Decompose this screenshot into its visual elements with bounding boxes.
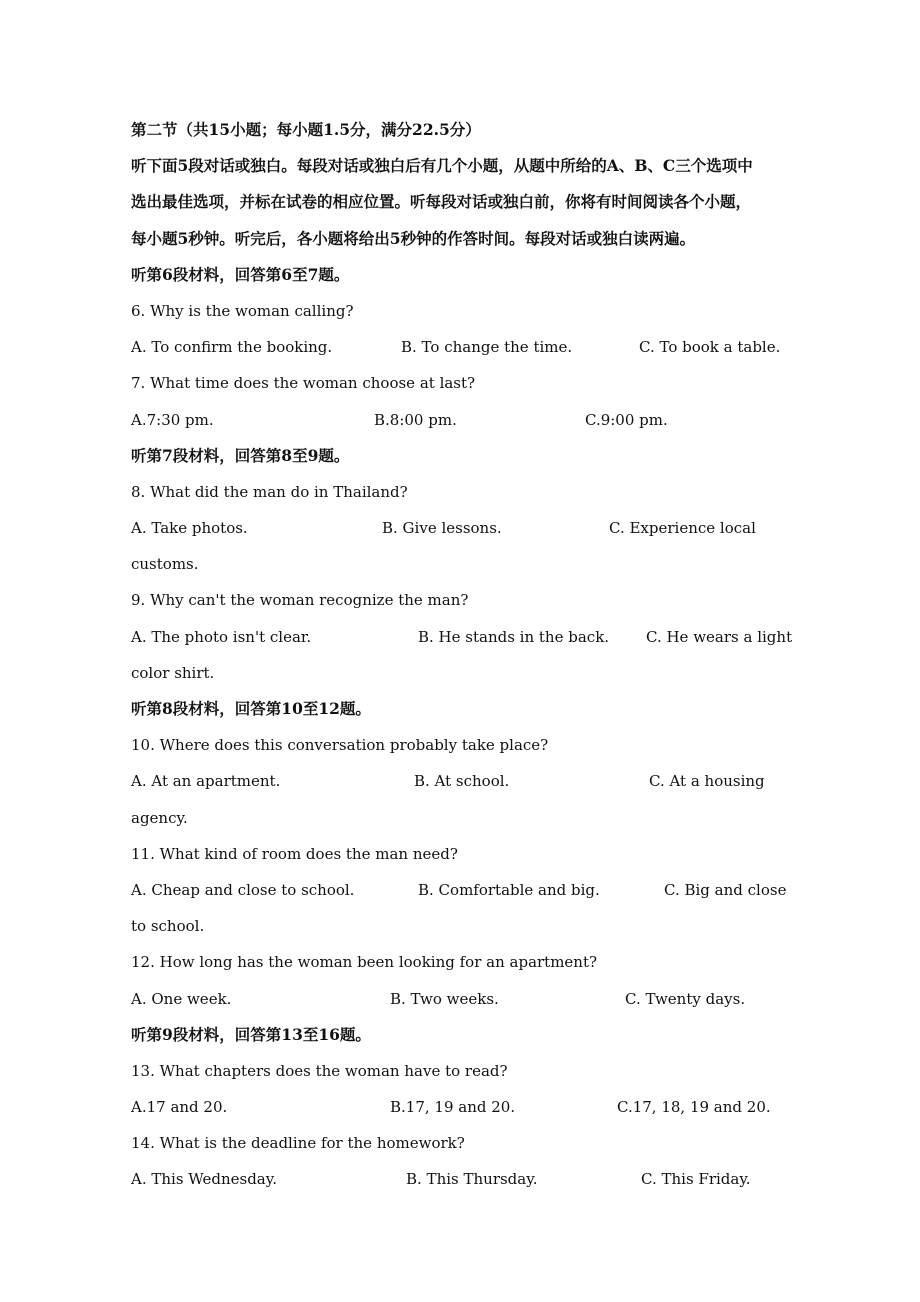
option-9c: C. He wears a light xyxy=(646,627,793,646)
option-12c: C. Twenty days. xyxy=(625,989,746,1008)
option-12b: B. Two weeks. xyxy=(390,989,499,1008)
question-7: 7. What time does the woman choose at last? xyxy=(131,374,476,393)
option-6b: B. To change the time. xyxy=(401,338,573,357)
options-8 xyxy=(131,510,791,546)
options-14 xyxy=(131,1161,791,1197)
option-8a: A. Take photos. xyxy=(131,519,248,538)
option-9a: A. The photo isn't clear. xyxy=(131,627,312,646)
option-10c-continuation: agency. xyxy=(131,808,188,827)
question-12: 12. How long has the woman been looking for an apartment? xyxy=(131,953,598,972)
option-11c: C. Big and close xyxy=(664,880,787,899)
option-11a: A. Cheap and close to school. xyxy=(131,880,355,899)
question-8: 8. What did the man do in Thailand? xyxy=(131,482,408,501)
options-11 xyxy=(131,872,791,908)
exam-page xyxy=(131,112,791,1198)
instruction-line-3: 每小题5秒钟。听完后，各小题将给出5秒钟的作答时间。每段对话或独白读两遍。 xyxy=(131,228,696,248)
option-9b: B. He stands in the back. xyxy=(418,627,610,646)
options-7 xyxy=(131,402,791,438)
option-10b: B. At school. xyxy=(414,772,510,791)
option-7b: B.8:00 pm. xyxy=(374,410,457,429)
option-6a: A. To confirm the booking. xyxy=(131,338,333,357)
options-12 xyxy=(131,981,791,1017)
passage-header-8: 听第8段材料，回答第10至12题。 xyxy=(131,699,371,718)
option-7a: A.7:30 pm. xyxy=(131,410,214,429)
option-11b: B. Comfortable and big. xyxy=(418,880,600,899)
option-9c-continuation: color shirt. xyxy=(131,663,215,682)
passage-header-6: 听第6段材料，回答第6至7题。 xyxy=(131,264,350,284)
options-9 xyxy=(131,619,791,655)
option-13c: C.17, 18, 19 and 20. xyxy=(617,1098,771,1117)
question-6: 6. Why is the woman calling? xyxy=(131,301,354,320)
option-14a: A. This Wednesday. xyxy=(131,1170,278,1189)
option-8b: B. Give lessons. xyxy=(382,519,502,538)
question-13: 13. What chapters does the woman have to read? xyxy=(131,1061,508,1080)
instruction-line-1: 听下面5段对话或独白。每段对话或独白后有几个小题，从题中所给的A、B、C三个选项中 xyxy=(131,156,753,176)
question-10: 10. Where does this conversation probably take place? xyxy=(131,736,549,755)
option-10c: C. At a housing xyxy=(649,772,765,791)
option-8c-continuation: customs. xyxy=(131,555,199,574)
options-6 xyxy=(131,329,791,365)
passage-header-7: 听第7段材料，回答第8至9题。 xyxy=(131,445,350,465)
option-12a: A. One week. xyxy=(131,989,232,1008)
options-13 xyxy=(131,1089,791,1125)
option-10a: A. At an apartment. xyxy=(131,772,281,791)
option-7c: C.9:00 pm. xyxy=(585,410,668,429)
question-14: 14. What is the deadline for the homework? xyxy=(131,1134,465,1153)
option-14c: C. This Friday. xyxy=(641,1170,751,1189)
option-8c: C. Experience local xyxy=(609,519,756,538)
question-11: 11. What kind of room does the man need? xyxy=(131,844,458,863)
options-10 xyxy=(131,763,791,799)
option-13a: A.17 and 20. xyxy=(131,1098,228,1117)
section-title: 第二节（共15小题；每小题1.5分，满分22.5分） xyxy=(131,120,481,139)
option-11c-continuation: to school. xyxy=(131,917,205,936)
option-6c: C. To book a table. xyxy=(639,338,781,357)
option-13b: B.17, 19 and 20. xyxy=(390,1098,516,1117)
passage-header-9: 听第9段材料，回答第13至16题。 xyxy=(131,1024,371,1044)
instruction-line-2: 选出最佳选项，并标在试卷的相应位置。听每段对话或独白前，你将有时间阅读各个小题， xyxy=(131,192,752,212)
option-14b: B. This Thursday. xyxy=(406,1170,538,1189)
question-9: 9. Why can't the woman recognize the man? xyxy=(131,591,469,610)
